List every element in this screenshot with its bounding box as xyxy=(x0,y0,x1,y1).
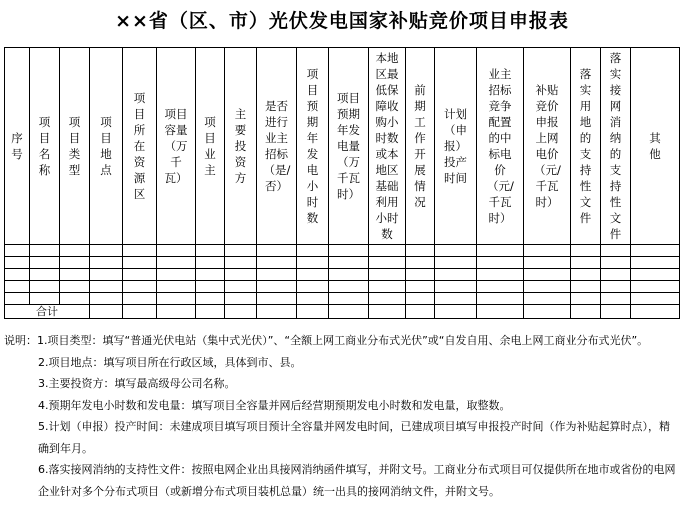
col-header-project-location: 项目地点 xyxy=(90,48,123,245)
col-header-main-investor: 主要投资方 xyxy=(225,48,257,245)
total-row xyxy=(5,305,680,319)
col-header-expected-hours: 项目预期年发电小时数 xyxy=(297,48,329,245)
table-row xyxy=(5,245,680,257)
col-header-grid-documents: 落实接网消纳的支持性文件 xyxy=(601,48,631,245)
total-label: 合计 xyxy=(5,305,90,319)
header-row xyxy=(5,48,680,245)
table-row xyxy=(5,269,680,281)
col-header-resource-zone: 项目所在资源区 xyxy=(123,48,157,245)
col-header-land-documents: 落实用地的支持性文件 xyxy=(571,48,601,245)
col-header-capacity: 项目容量（万千瓦） xyxy=(157,48,196,245)
col-header-seq: 序号 xyxy=(5,48,30,245)
note-6: 6.落实接网消纳的支持性文件：按照电网企业出具接网消纳函件填写，并附文号。工商业分布式项目可仅提供所在地市或省份的电网企业针对多个分布式项目（或新增分布式项目装机总量）统一出具的接网消纳文件，并附文号。 xyxy=(38,463,676,498)
col-header-bid-price: 补贴竞价申报上网电价（元/千瓦时） xyxy=(524,48,571,245)
table-row xyxy=(5,257,680,269)
note-5: 5.计划（申报）投产时间：未建成项目填写项目预计全容量并网发电时间，已建成项目填写申报投产时间（作为补贴起算时点），精确到年月。 xyxy=(38,420,670,455)
col-header-other: 其他 xyxy=(631,48,680,245)
form-title: ××省（区、市）光伏发电国家补贴竞价项目申报表 xyxy=(115,10,569,32)
col-header-owner-tender: 是否进行业主招标（是/否） xyxy=(257,48,297,245)
col-header-project-name: 项目名称 xyxy=(30,48,60,245)
table-row xyxy=(5,281,680,293)
notes-section xyxy=(4,330,680,502)
col-header-expected-generation: 项目预期年发电量（万千瓦时） xyxy=(329,48,369,245)
col-header-commissioning-time: 计划（申报）投产时间 xyxy=(435,48,477,245)
note-1: 说明：1.项目类型：填写“普通光伏电站（集中式光伏）”、“全额上网工商业分布式光伏”或“自发自用、余电上网工商业分布式光伏”。 xyxy=(4,334,649,347)
col-header-preliminary-work: 前期工作开展情况 xyxy=(406,48,435,245)
note-4: 4.预期年发电小时数和发电量：填写项目全容量并网后经营期预期发电小时数和发电量，取整数。 xyxy=(38,398,511,412)
table-row xyxy=(5,293,680,305)
col-header-winning-price: 业主招标竞争配置的中标电价（元/千瓦时） xyxy=(477,48,524,245)
col-header-project-type: 项目类型 xyxy=(60,48,90,245)
col-header-owner: 项目业主 xyxy=(196,48,225,245)
col-header-guaranteed-hours: 本地区最低保障收购小时数或本地区基础利用小时数 xyxy=(369,48,406,245)
note-3: 3.主要投资方：填写最高级母公司名称。 xyxy=(38,377,236,390)
application-table xyxy=(4,47,680,319)
note-2: 2.项目地点：填写项目所在行政区域，具体到市、县。 xyxy=(38,355,302,369)
